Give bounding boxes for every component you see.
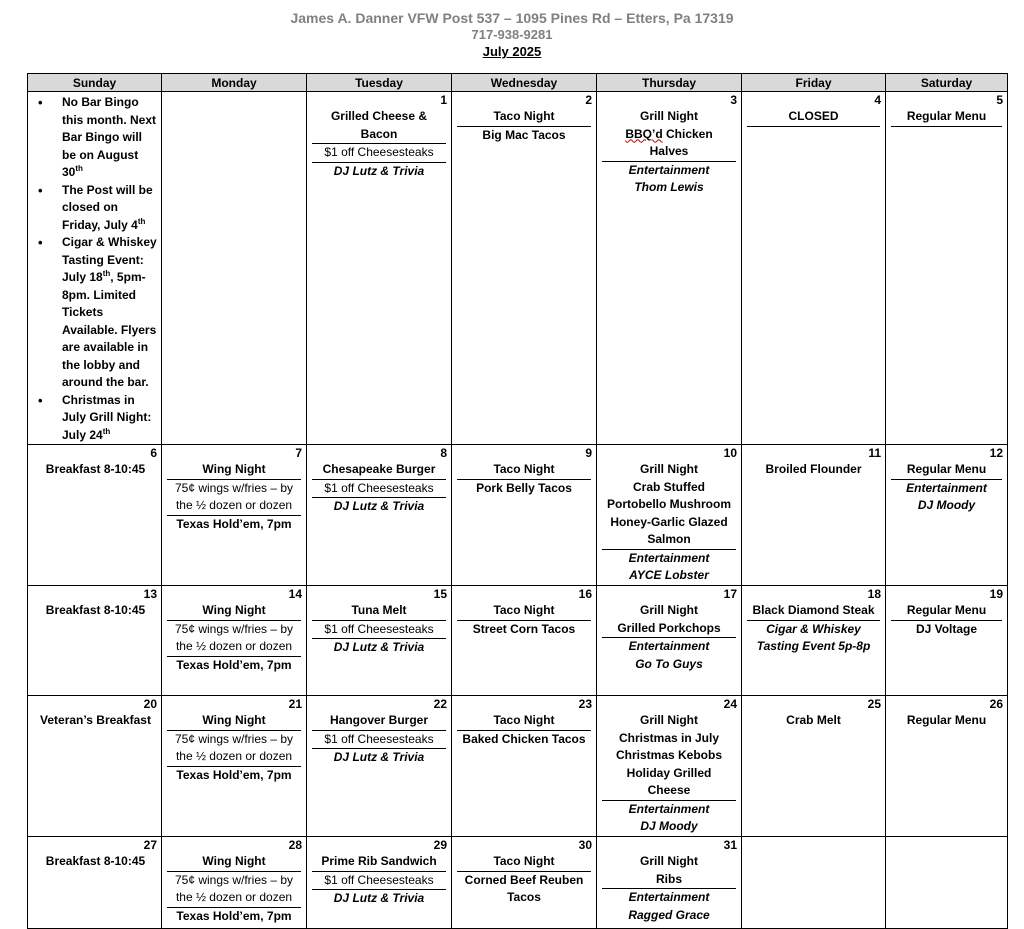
taco-special-2: Tacos [507,890,541,904]
regular-menu: Regular Menu [906,109,987,123]
day-cell-9 [452,445,597,586]
dj-trivia: DJ Lutz & Trivia [333,891,425,905]
texas-holdem: Texas Hold’em, 7pm [176,657,292,672]
post-name-address: James A. Danner VFW Post 537 – 1095 Pines Rd – Etters, Pa 17319 [290,10,734,26]
day-number: 24 [723,697,737,711]
day-cell-24 [597,696,742,837]
closed-label: CLOSED [788,109,839,123]
day-cell-23 [452,696,597,837]
day-number: 10 [723,446,737,460]
note-bingo-sup: th [75,164,83,173]
day-header-saturday: Saturday [886,74,1008,92]
note-cigar-text-2: , 5pm-8pm. Limited Tickets Available. Flyers are available in the lobby and around the bar. [62,270,157,389]
grill-night: Grill Night [640,713,698,727]
taco-night: Taco Night [493,854,555,868]
day-number: 31 [723,838,737,852]
day-header-tuesday: Tuesday [307,74,452,92]
week-row [28,696,1008,837]
cheesesteak-deal: $1 off Cheesesteaks [324,731,434,746]
texas-holdem: Texas Hold’em, 7pm [176,908,292,923]
cheesesteak-deal: $1 off Cheesesteaks [324,480,434,495]
day-cell-27 [28,837,162,929]
taco-special: Street Corn Tacos [472,621,576,636]
dj-trivia: DJ Lutz & Trivia [333,163,425,178]
tuesday-special-2: Bacon [360,126,398,141]
day-number: 13 [143,587,157,601]
wings-deal-2: the ½ dozen or dozen [175,749,293,763]
day-number: 2 [585,93,592,107]
day-header-friday: Friday [742,74,886,92]
friday-special: Black Diamond Steak [752,603,875,617]
note-closed [32,182,157,235]
calendar-month: July 2025 [482,44,542,59]
wings-deal-2: the ½ dozen or dozen [175,890,293,904]
day-cell-17 [597,586,742,696]
taco-special: Baked Chicken Tacos [462,731,586,746]
entertainment-label: Entertainment [906,480,987,495]
day-number: 17 [723,587,737,601]
day-number: 30 [578,838,592,852]
dj-trivia: DJ Lutz & Trivia [333,499,425,513]
day-cell-3 [597,92,742,445]
grill-night: Grill Night [640,603,698,617]
day-number: 23 [578,697,592,711]
day-number: 22 [433,697,447,711]
taco-night: Taco Night [493,603,555,617]
taco-special: Pork Belly Tacos [476,480,572,495]
day-cell-8 [307,445,452,586]
day-number: 1 [440,93,447,107]
friday-special: Broiled Flounder [765,462,862,476]
day-number: 29 [433,838,447,852]
day-number: 5 [996,93,1003,107]
day-cell-5 [886,92,1008,445]
day-header-monday: Monday [162,74,307,92]
day-number: 18 [867,587,881,601]
grill-special [602,126,736,161]
day-cell-13 [28,586,162,696]
day-cell-19 [886,586,1008,696]
note-closed-sup: th [137,216,146,226]
day-cell-18 [742,586,886,696]
wings-deal-2: the ½ dozen or dozen [175,498,293,512]
breakfast: Breakfast 8-10:45 [45,854,146,868]
note-cigar-sup: th [102,269,111,278]
grill-special-a: BBQ’d [625,126,663,141]
day-cell-31 [597,837,742,929]
grill-special-3: Honey-Garlic Glazed [610,514,728,529]
grill-special-1: Ribs [655,871,682,886]
week-row [28,837,1008,929]
dj-trivia: DJ Lutz & Trivia [333,750,425,764]
texas-holdem: Texas Hold’em, 7pm [176,767,292,782]
wings-deal: 75¢ wings w/fries – by [174,872,294,887]
taco-night: Taco Night [493,713,555,727]
wing-night: Wing Night [202,462,266,476]
tuesday-special: Tuna Melt [351,603,407,617]
grill-special-b: Chicken Halves [649,126,713,158]
entertainment-label: Entertainment [628,890,710,904]
calendar-grid [27,73,1008,929]
taco-special: Corned Beef Reuben [464,872,584,887]
day-cell-28 [162,837,307,929]
tuesday-special: Prime Rib Sandwich [321,854,437,868]
day-number: 25 [867,697,881,711]
day-number: 4 [874,93,881,107]
grill-night: Grill Night [640,854,698,868]
day-number: 15 [433,587,447,601]
day-number: 12 [989,446,1003,460]
entertainment-label: Entertainment [628,550,710,565]
day-cell-2 [452,92,597,445]
cigar-event: Cigar & Whiskey [766,621,861,636]
entertainment-act: DJ Moody [917,498,976,512]
breakfast: Breakfast 8-10:45 [45,462,146,476]
day-number: 7 [295,446,302,460]
tuesday-special: Chesapeake Burger [322,462,436,476]
entertainment-act: Thom Lewis [634,180,704,194]
day-number: 28 [288,838,302,852]
day-cell-12 [886,445,1008,586]
wings-deal: 75¢ wings w/fries – by [174,731,294,746]
entertainment-act: Ragged Grace [628,907,710,922]
regular-menu: Regular Menu [906,713,987,727]
day-cell-empty [886,837,1008,929]
day-cell-15 [307,586,452,696]
day-cell-1 [307,92,452,445]
taco-special: Big Mac Tacos [482,127,566,142]
day-number: 27 [143,838,157,852]
day-cell-4 [742,92,886,445]
entertainment-act: DJ Moody [640,819,698,833]
day-number: 14 [288,587,302,601]
day-cell-7 [162,445,307,586]
grill-night: Grill Night [640,462,698,476]
grill-special-4: Cheese [647,783,691,797]
day-number: 19 [989,587,1003,601]
week-row [28,586,1008,696]
day-header-thursday: Thursday [597,74,742,92]
day-cell-21 [162,696,307,837]
grill-special-1: Crab Stuffed [633,479,705,494]
wing-night: Wing Night [202,713,266,727]
note-bingo [32,94,157,182]
weekday-header-row [28,74,1008,92]
entertainment-act: DJ Voltage [915,621,978,636]
entertainment-act: Go To Guys [635,656,703,671]
note-closed-text: The Post will be closed on Friday, July 4 [62,182,153,232]
note-christmas [32,392,157,445]
grill-special-4: Salmon [647,532,691,546]
grill-special-3: Holiday Grilled [626,765,712,780]
breakfast: Breakfast 8-10:45 [45,603,146,617]
day-cell-empty [742,837,886,929]
regular-menu: Regular Menu [906,462,987,476]
friday-special: Crab Melt [786,713,841,727]
regular-menu: Regular Menu [906,603,987,617]
day-cell-14 [162,586,307,696]
grill-special-2: Portobello Mushroom [607,497,731,511]
grill-special-2: Christmas Kebobs [615,748,723,762]
grill-special-1: Christmas in July [618,730,720,745]
entertainment-act: AYCE Lobster [629,568,709,582]
notes-cell [28,92,162,445]
wings-deal: 75¢ wings w/fries – by [174,621,294,636]
week-row [28,445,1008,586]
day-cell-empty [162,92,307,445]
day-cell-26 [886,696,1008,837]
day-cell-30 [452,837,597,929]
wings-deal-2: the ½ dozen or dozen [175,639,293,653]
day-number: 3 [730,93,737,107]
day-header-wednesday: Wednesday [452,74,597,92]
note-bingo-text: No Bar Bingo this month. Next Bar Bingo will be on August 30 [62,95,157,179]
day-cell-10 [597,445,742,586]
note-christmas-sup: th [102,426,111,436]
note-christmas-text: Christmas in July Grill Night: July 24 [62,392,152,442]
tuesday-special: Grilled Cheese & [330,109,428,123]
tuesday-special: Hangover Burger [329,713,429,727]
taco-night: Taco Night [493,109,555,123]
taco-night: Taco Night [493,462,555,476]
cheesesteak-deal: $1 off Cheesesteaks [324,145,434,159]
day-cell-29 [307,837,452,929]
cigar-event-2: Tasting Event 5p-8p [756,639,871,653]
day-cell-6 [28,445,162,586]
day-cell-11 [742,445,886,586]
day-cell-16 [452,586,597,696]
dj-trivia: DJ Lutz & Trivia [333,640,425,654]
post-phone: 717-938-9281 [471,27,553,42]
day-number: 20 [143,697,157,711]
texas-holdem: Texas Hold’em, 7pm [176,516,292,531]
week-row [28,92,1008,445]
veterans-breakfast: Veteran’s Breakfast [40,713,151,727]
entertainment-label: Entertainment [628,162,710,177]
day-cell-20 [28,696,162,837]
day-number: 8 [440,446,447,460]
entertainment-label: Entertainment [628,639,710,653]
day-header-sunday: Sunday [28,74,162,92]
cheesesteak-deal: $1 off Cheesesteaks [324,621,434,636]
day-number: 21 [288,697,302,711]
day-number: 11 [868,446,881,460]
notes-list [28,92,161,444]
wing-night: Wing Night [202,854,266,868]
note-cigar-event [32,234,157,392]
wing-night: Wing Night [202,603,266,617]
day-number: 9 [585,446,592,460]
grill-night: Grill Night [640,109,698,123]
entertainment-label: Entertainment [628,801,710,816]
day-cell-22 [307,696,452,837]
day-number: 16 [578,587,592,601]
cheesesteak-deal: $1 off Cheesesteaks [324,872,434,887]
wings-deal: 75¢ wings w/fries – by [174,480,294,495]
day-number: 26 [989,697,1003,711]
note-cigar-text: Cigar & Whiskey Tasting Event: July 18 [62,235,157,284]
day-cell-25 [742,696,886,837]
grill-special-1: Grilled Porkchops [617,620,721,635]
day-number: 6 [150,446,157,460]
